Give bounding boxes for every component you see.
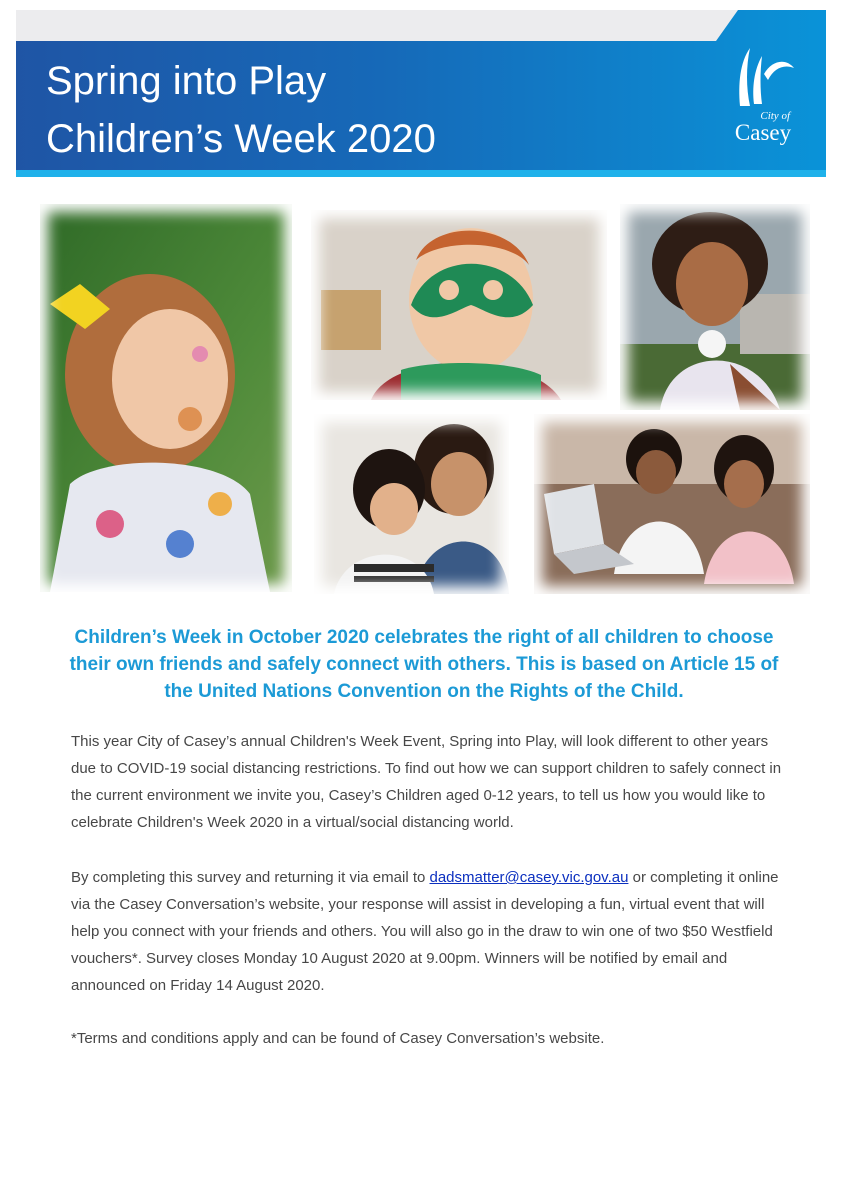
intro-paragraph: This year City of Casey’s annual Children's Week Event, Spring into Play, will look different to other years due to COVID-19 social distancing restrictions. To find out how we can support children to safely connect in the current environment we invite you, Casey’s Children aged 0-12 years, to tell us how you would like to celebrate Children's Week 2020 in a virtual/social distancing world. [71, 733, 782, 831]
email-link[interactable]: dadsmatter@casey.vic.gov.au [429, 869, 629, 886]
logo-casey: Casey [734, 120, 792, 145]
kids-with-laptop-photo [534, 414, 810, 594]
header-top-strip [16, 10, 826, 41]
survey-text-before: By completing this survey and returning it via email to [71, 869, 430, 886]
girls-drawing-photo [314, 414, 509, 594]
city-of-casey-logo [728, 44, 800, 148]
girl-with-dandelion-photo [620, 204, 810, 410]
survey-paragraph [71, 864, 791, 999]
lead-statement: Children’s Week in October 2020 celebrates the right of all children to choose their own friends and safely connect with others. This is based on Article 15 of the United Nations Convention on the Rights of the Child. [69, 627, 779, 702]
logo-mark-icon [728, 44, 800, 110]
page-title [46, 52, 436, 168]
header-accent-bar [16, 170, 826, 177]
girl-with-paint-photo [40, 204, 292, 592]
logo-city-of: City of [760, 110, 790, 122]
title-line-2: Children’s Week 2020 [46, 117, 436, 161]
title-line-1: Spring into Play [46, 59, 327, 103]
terms-note: *Terms and conditions apply and can be found of Casey Conversation’s website. [71, 1030, 605, 1047]
survey-text-after: or completing it online via the Casey Conversation’s website, your response will assist in developing a fun, virtual event that will help you connect with your friends and others. You will also go in the draw to win one of two $50 Westfield vouchers*. Survey closes Monday 10 August 2020 at 9.00pm. Winners will be notified by email and announced on Friday 14 August 2020. [71, 869, 779, 994]
boy-with-mask-photo [311, 210, 607, 400]
